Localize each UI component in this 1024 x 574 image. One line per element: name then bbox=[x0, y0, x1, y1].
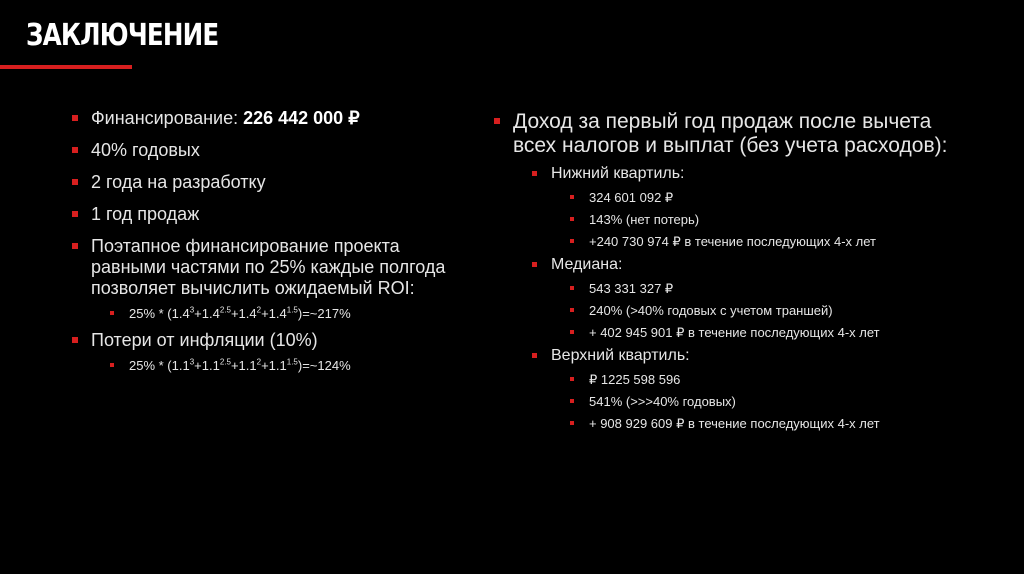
right-bullet-list bbox=[494, 110, 954, 432]
financing-label: Финансирование: bbox=[91, 108, 244, 128]
inflation-formula-part: +1.1 bbox=[194, 358, 220, 373]
roi-exponent: 2.5 bbox=[219, 305, 231, 315]
staged-financing-text: Поэтапное финансирование проекта равными частями по 25% каждые полгода позволяет вычислить ожидаемый ROI: bbox=[91, 236, 446, 298]
inflation-formula-part: +1.1 bbox=[261, 358, 287, 373]
inflation-exponent: 3 bbox=[189, 357, 195, 367]
financing-item bbox=[72, 108, 452, 129]
right-column bbox=[494, 110, 954, 437]
median-value: 543 331 327 ₽ bbox=[570, 280, 954, 297]
roi-formula-part: +1.4 bbox=[194, 306, 220, 321]
title-underline bbox=[0, 65, 132, 69]
median-label: Медиана: bbox=[532, 255, 954, 275]
lower-quartile-label: Нижний квартиль: bbox=[532, 164, 954, 184]
median-percent: 240% (>40% годовых с учетом траншей) bbox=[570, 302, 954, 319]
roi-exponent: 3 bbox=[189, 305, 195, 315]
inflation-exponent: 1.5 bbox=[286, 357, 298, 367]
upper-quartile-future: + 908 929 609 ₽ в течение последующих 4-х лет bbox=[570, 415, 954, 432]
lower-quartile-percent: 143% (нет потерь) bbox=[570, 211, 954, 228]
roi-formula-part: 25% * (1.4 bbox=[129, 306, 190, 321]
inflation-formula-part: 25% * (1.1 bbox=[129, 358, 190, 373]
inflation-formula-part: )=~124% bbox=[297, 358, 351, 373]
roi-exponent: 1.5 bbox=[286, 305, 298, 315]
income-heading: Доход за первый год продаж после вычета всех налогов и выплат (без учета расходов): bbox=[494, 110, 954, 158]
inflation-item: Потери от инфляции (10%) bbox=[72, 330, 452, 351]
inflation-formula bbox=[110, 357, 452, 374]
upper-quartile-label: Верхний квартиль: bbox=[532, 346, 954, 366]
roi-exponent: 2 bbox=[256, 305, 262, 315]
roi-formula-part: )=~217% bbox=[297, 306, 351, 321]
roi-formula-part: +1.4 bbox=[230, 306, 257, 321]
sales-time-item: 1 год продаж bbox=[72, 204, 452, 225]
median-future: + 402 945 901 ₽ в течение последующих 4-х лет bbox=[570, 324, 954, 341]
upper-quartile-percent: 541% (>>>40% годовых) bbox=[570, 393, 954, 410]
dev-time-item: 2 года на разработку bbox=[72, 172, 452, 193]
lower-quartile-value: 324 601 092 ₽ bbox=[570, 189, 954, 206]
financing-value: 226 442 000 ₽ bbox=[243, 108, 360, 128]
inflation-formula-part: +1.1 bbox=[230, 358, 257, 373]
rate-item: 40% годовых bbox=[72, 140, 452, 161]
roi-formula-part: +1.4 bbox=[261, 306, 287, 321]
left-bullet-list bbox=[72, 108, 452, 374]
roi-formula bbox=[110, 305, 452, 322]
staged-financing-item bbox=[72, 236, 452, 299]
slide-title: ЗАКЛЮЧЕНИЕ bbox=[26, 18, 219, 53]
upper-quartile-value: ₽ 1225 598 596 bbox=[570, 371, 954, 388]
left-column bbox=[72, 108, 452, 382]
inflation-exponent: 2.5 bbox=[219, 357, 231, 367]
lower-quartile-future: +240 730 974 ₽ в течение последующих 4-х лет bbox=[570, 233, 954, 250]
inflation-exponent: 2 bbox=[256, 357, 262, 367]
